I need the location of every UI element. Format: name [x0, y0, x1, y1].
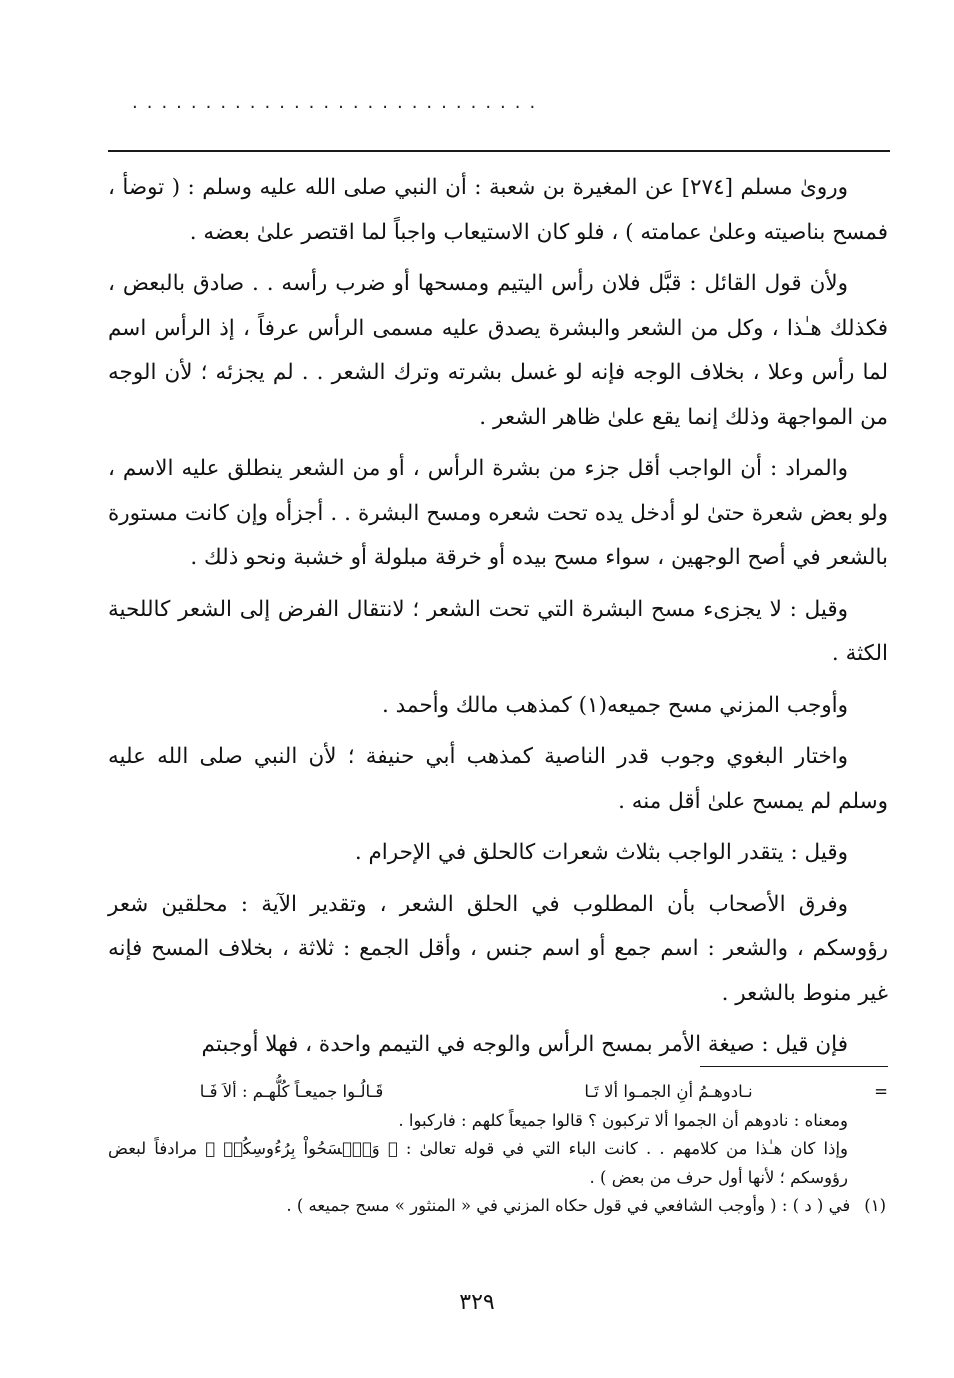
paragraph: فإن قيل : صيغة الأمر بمسح الرأس والوجه في التيمم واحدة ، فهلا أوجبتم — [201, 1032, 848, 1057]
paragraph: وروىٰ مسلم [٢٧٤] عن المغيرة بن شعبة : أن النبي صلى الله عليه وسلم : ( توضأ ، فمسح بناصيته وعلىٰ عمامته ) ، فلو كان الاستيعاب واجباً لما اقتصر علىٰ بعضه . — [108, 175, 888, 245]
footnote-1 — [108, 1192, 888, 1221]
verse-hemistich-second: قَـالُـوا جميعـاً كُلُّهـم : ألاَ فَـا — [199, 1082, 384, 1101]
paragraph: وقيل : لا يجزىء مسح البشرة التي تحت الشعر ؛ لانتقال الفرض إلى الشعر كاللحية الكثة . — [108, 596, 888, 666]
paragraph: ولأن قول القائل : قبَّل فلان رأس اليتيم ومسحها أو ضرب رأسه . . صادق بالبعض ، فكذلك هـٰذا ، وكل من الشعر والبشرة يصدق عليه مسمى الرأس عرفاً ، إذ الرأس اسم لما رأس وعلا ، بخلاف الوجه فإنه لو غسل بشرته وترك الشعر . . لم يجزئه ؛ لأن الوجه من المواجهة وذلك إنما يقع علىٰ ظاهر الشعر . — [108, 271, 888, 430]
continuation-marker: = — [874, 1082, 888, 1101]
footnote-ba-note: وإذا كان هـٰذا من كلامهم . . كانت الباء التي في قوله تعالىٰ : ﴿ وَٱمۡسَحُواْ بِرُءُوسِكُمۡ ﴾ مرادفاً لبعض رؤوسكم ؛ لأنها أول حرف من بعض ) . — [108, 1139, 848, 1187]
footnote-text: في ( د ) : ( وأوجب الشافعي في قول حكاه المزني في « المنثور » مسح جميعه ) . — [286, 1196, 851, 1215]
footnote-separator — [700, 1066, 888, 1067]
header-rule — [108, 150, 890, 152]
verse-hemistich-first: نـادوهـمُ أنِ الجمـوا ألا تَـا — [584, 1082, 753, 1101]
paragraph: وفرق الأصحاب بأن المطلوب في الحلق الشعر ، وتقدير الآية : محلقين شعر رؤوسكم ، والشعر : اسم جمع أو اسم جنس ، وأقل الجمع : ثلاثة ، بخلاف المسح فإنه غير منوط بالشعر . — [108, 891, 888, 1006]
main-text — [108, 166, 888, 1075]
footnotes — [108, 1078, 888, 1221]
paragraph: وقيل : يتقدر الواجب بثلاث شعرات كالحلق في الإحرام . — [354, 840, 848, 865]
page-number: ٣٢٩ — [459, 1290, 495, 1315]
footnote-verse — [108, 1078, 888, 1107]
footnote-meaning: ومعناه : نادوهم أن الجموا ألا تركبون ؟ قالوا جميعاً كلهم : فاركبوا . — [398, 1110, 848, 1130]
paragraph: واختار البغوي وجوب قدر الناصية كمذهب أبي حنيفة ؛ لأن النبي صلى الله عليه وسلم لم يمسح علىٰ أقل منه . — [108, 744, 888, 814]
header-dot-leader: ............................ — [132, 92, 545, 112]
footnote-number: (١) — [864, 1196, 886, 1215]
paragraph: وأوجب المزني مسح جميعه(١) كمذهب مالك وأحمد . — [381, 692, 848, 718]
paragraph: والمراد : أن الواجب أقل جزء من بشرة الرأس ، أو من الشعر ينطلق عليه الاسم ، ولو بعض شعرة حتىٰ لو أدخل يده تحت شعره ومسح البشرة . . أجزأه وإن كانت مستورة بالشعر في أصح الوجهين ، سواء مسح بيده أو خرقة مبلولة أو خشبة ونحو ذلك . — [108, 456, 888, 570]
